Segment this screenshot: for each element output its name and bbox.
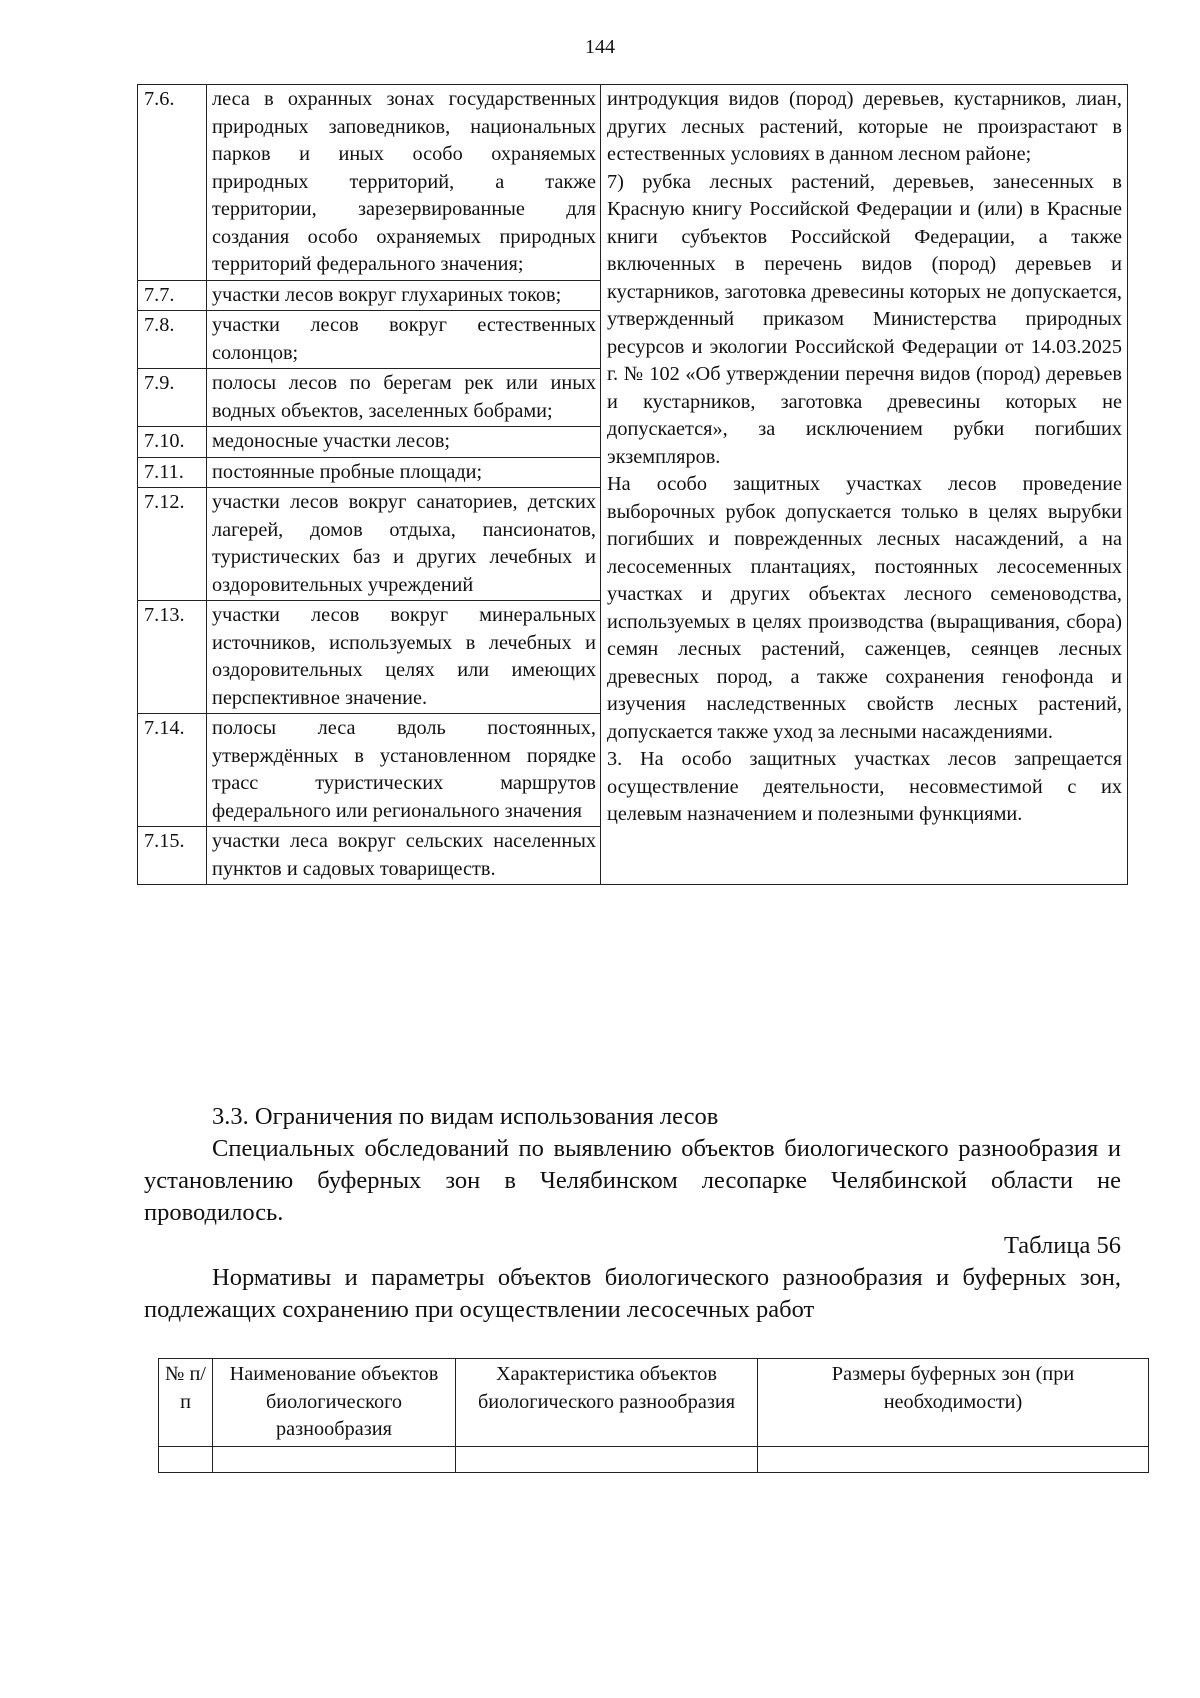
table-header-row bbox=[159, 1359, 1149, 1447]
row-text: участки лесов вокруг естественных солонцов; bbox=[207, 311, 601, 369]
row-text: полосы леса вдоль постоянных, утверждённых в установленном порядке трасс туристических маршрутов федерального или регионального значения bbox=[207, 714, 601, 827]
table-title: Нормативы и параметры объектов биологического разнообразия и буферных зон, подлежащих сохранению при осуществлении лесосечных работ bbox=[144, 1264, 1121, 1323]
biodiversity-table bbox=[158, 1358, 1149, 1473]
row-text: участки лесов вокруг глухариных токов; bbox=[207, 280, 601, 311]
column-header-characteristics: Характеристика объектов биологического разнообразия bbox=[456, 1359, 758, 1447]
row-number: 7.9. bbox=[138, 369, 207, 427]
restrictions-table bbox=[137, 84, 1128, 885]
right-paragraph-3: На особо защитных участках лесов проведение выборочных рубок допускается только в целях вырубки погибших и поврежденных лесных насаждений, а на лесосеменных плантациях, постоянных лесосеменных участках и других объектах лесного семеноводства, используемых в целях производства (выращивания, сбора) семян лесных растений, саженцев, сеянцев лесных древесных пород, а также сохранения генофонда и изучения наследственных свойств лесных растений, допускается также уход за лесными насаждениями. bbox=[607, 473, 1122, 743]
section-title: 3.3. Ограничения по видам использования лесов bbox=[212, 1103, 719, 1130]
row-text: участки лесов вокруг санаториев, детских лагерей, домов отдыха, пансионатов, туристических баз и других лечебных и оздоровительных учреждений bbox=[207, 488, 601, 601]
table-label: Таблица 56 bbox=[1003, 1232, 1121, 1259]
row-text: участки лесов вокруг минеральных источников, используемых в лечебных и оздоровительных целях или имеющих перспективное значение. bbox=[207, 601, 601, 714]
section-paragraph: Специальных обследований по выявлению объектов биологического разнообразия и установлению буферных зон в Челябинском лесопарке Челябинской области не проводилось. bbox=[144, 1135, 1121, 1226]
table-cell bbox=[159, 1446, 213, 1472]
right-paragraph-4: 3. На особо защитных участках лесов запрещается осуществление деятельности, несовместимой с их целевым назначением и полезными функциями. bbox=[607, 748, 1122, 825]
row-number: 7.12. bbox=[138, 488, 207, 601]
row-text: участки леса вокруг сельских населенных пунктов и садовых товариществ. bbox=[207, 827, 601, 885]
row-number: 7.11. bbox=[138, 457, 207, 488]
row-text: медоносные участки лесов; bbox=[207, 427, 601, 458]
right-paragraph-2: 7) рубка лесных растений, деревьев, занесенных в Красную книгу Российской Федерации и (или) в Красные книги субъектов Российской Федерации, а также включенных в перечень видов (пород) деревьев и кустарников, заготовка древесины которых не допускается, утвержденный приказом Министерства природных ресурсов и экологии Российской Федерации от 14.03.2025 г. № 102 «Об утверждении перечня видов (пород) деревьев и кустарников, заготовка древесины которых не допускается», за исключением рубки погибших экземпляров. bbox=[607, 170, 1122, 468]
row-number: 7.15. bbox=[138, 827, 207, 885]
column-header-name: Наименование объектов биологического разнообразия bbox=[213, 1359, 456, 1447]
table-row bbox=[138, 85, 1128, 281]
right-paragraph-1: интродукция видов (пород) деревьев, кустарников, лиан, других лесных растений, которые не произрастают в естественных условиях в данном лесном районе; bbox=[607, 88, 1122, 165]
row-number: 7.6. bbox=[138, 85, 207, 281]
table-cell bbox=[456, 1446, 758, 1472]
row-number: 7.8. bbox=[138, 311, 207, 369]
row-number: 7.13. bbox=[138, 601, 207, 714]
restrictions-description-cell bbox=[601, 85, 1128, 885]
row-text: полосы лесов по берегам рек или иных водных объектов, заселенных бобрами; bbox=[207, 369, 601, 427]
column-header-buffer-zones: Размеры буферных зон (при необходимости) bbox=[758, 1359, 1149, 1447]
row-text: постоянные пробные площади; bbox=[207, 457, 601, 488]
table-cell bbox=[758, 1446, 1149, 1472]
table-row bbox=[159, 1446, 1149, 1472]
row-text: леса в охранных зонах государственных природных заповедников, национальных парков и иных особо охраняемых природных территорий, а также территории, зарезервированные для создания особо охраняемых природных территорий федерального значения; bbox=[207, 85, 601, 281]
page-number: 144 bbox=[585, 36, 615, 58]
row-number: 7.14. bbox=[138, 714, 207, 827]
row-number: 7.10. bbox=[138, 427, 207, 458]
table-cell bbox=[213, 1446, 456, 1472]
column-header-number: № п/п bbox=[159, 1359, 213, 1447]
row-number: 7.7. bbox=[138, 280, 207, 311]
